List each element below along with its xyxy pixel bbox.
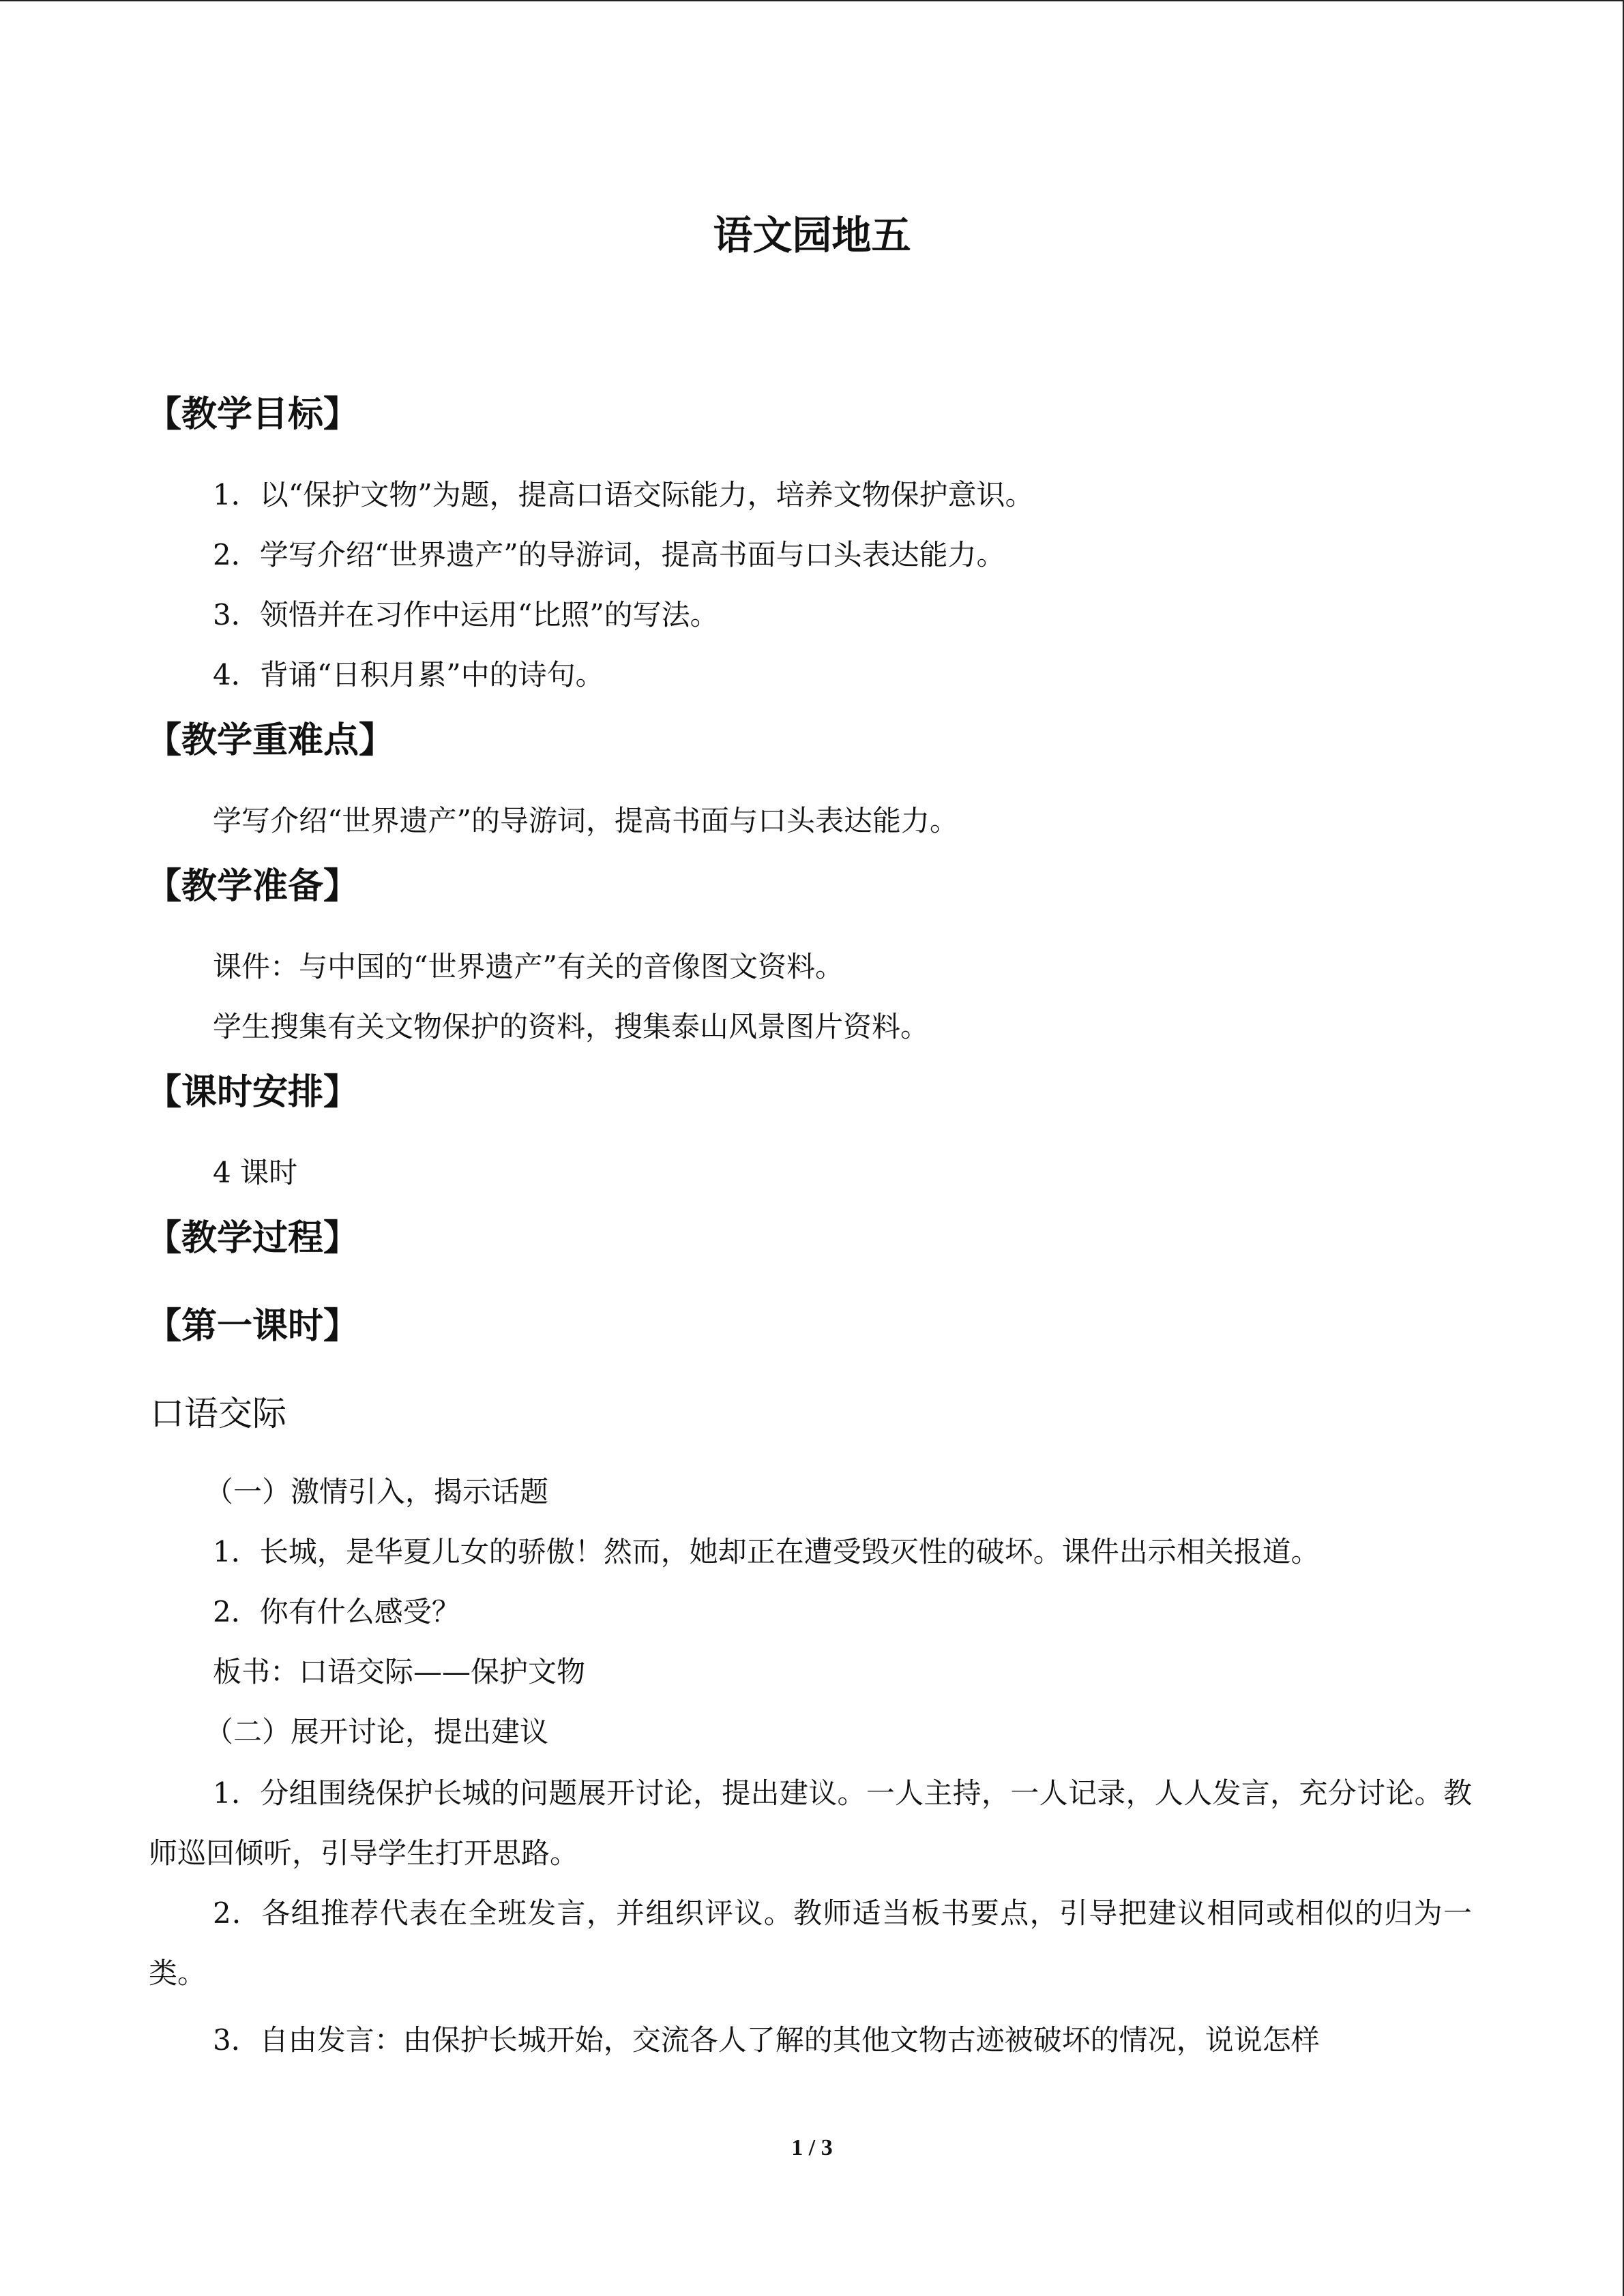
section-heading-schedule: 【课时安排】 <box>146 1072 359 1113</box>
schedule-text: 4 课时 <box>213 1156 298 1189</box>
step-heading: （一）激情引入，揭示话题 <box>205 1475 549 1508</box>
body-paragraph: 3．自由发言：由保护长城开始，交流各人了解的其他文物古迹被破坏的情况，说说怎样 <box>213 2023 1320 2057</box>
goal-item: 3．领悟并在习作中运用“比照”的写法。 <box>213 598 719 631</box>
prep-item: 课件：与中国的“世界遗产”有关的音像图文资料。 <box>213 950 844 983</box>
section-heading-key-points: 【教学重难点】 <box>146 720 395 761</box>
goal-item: 1．以“保护文物”为题，提高口语交际能力，培养文物保护意识。 <box>213 478 1034 511</box>
page-number: 1 / 3 <box>791 2135 833 2160</box>
section-heading-process: 【教学过程】 <box>146 1218 359 1259</box>
subheading-oral-communication: 口语交际 <box>150 1394 286 1433</box>
body-paragraph: 2．你有什么感受？ <box>213 1595 460 1628</box>
page-title: 语文园地五 <box>713 212 911 258</box>
section-heading-lesson-one: 【第一课时】 <box>146 1306 359 1347</box>
prep-item: 学生搜集有关文物保护的资料，搜集泰山风景图片资料。 <box>213 1010 930 1043</box>
step-heading: （二）展开讨论，提出建议 <box>205 1715 549 1748</box>
body-paragraph: 1．长城，是华夏儿女的骄傲！然而，她却正在遭受毁灭性的破坏。课件出示相关报道。 <box>213 1535 1320 1568</box>
body-paragraph: 2．各组推荐代表在全班发言，并组织评议。教师适当板书要点，引导把建议相同或相似的归为一类。 <box>149 1896 1472 1990</box>
goal-item: 4．背诵“日积月累”中的诗句。 <box>213 658 604 691</box>
section-heading-goals: 【教学目标】 <box>146 394 359 435</box>
goal-item: 2．学写介绍“世界遗产”的导游词，提高书面与口头表达能力。 <box>213 538 1005 571</box>
key-points-text: 学写介绍“世界遗产”的导游词，提高书面与口头表达能力。 <box>213 804 958 837</box>
board-note: 板书：口语交际——保护文物 <box>213 1655 586 1688</box>
body-paragraph: 1．分组围绕保护长城的问题展开讨论，提出建议。一人主持，一人记录，人人发言，充分讨论。教师巡回倾听，引导学生打开思路。 <box>149 1776 1472 1870</box>
section-heading-preparation: 【教学准备】 <box>146 866 359 907</box>
